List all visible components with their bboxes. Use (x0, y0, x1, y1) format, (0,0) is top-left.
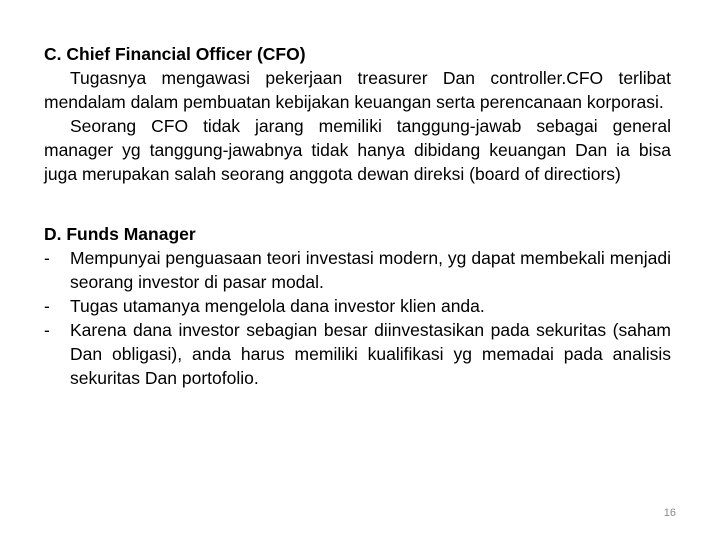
section-cfo (44, 42, 671, 186)
section-funds-manager (44, 222, 671, 390)
bullet-marker: - (44, 320, 50, 340)
list-item (44, 294, 671, 318)
slide-body (44, 42, 671, 390)
list-item (44, 318, 671, 390)
section-heading-funds-manager: D. Funds Manager (44, 224, 196, 244)
page-number: 16 (663, 507, 676, 519)
spacer (44, 186, 671, 222)
section-heading-cfo: C. Chief Financial Officer (CFO) (44, 44, 306, 64)
bullet-marker: - (44, 248, 50, 268)
list-item-text: Mempunyai penguasaan teori investasi modern, yg dapat membekali menjadi seorang investor di pasar modal. (70, 248, 671, 292)
list-item (44, 246, 671, 294)
paragraph: Tugasnya mengawasi pekerjaan treasurer Dan controller.CFO terlibat mendalam dalam pembuatan kebijakan keuangan serta perencanaan korporasi. (44, 68, 671, 112)
bullet-list (44, 246, 671, 390)
list-item-text: Karena dana investor sebagian besar diinvestasikan pada sekuritas (saham Dan obligasi), anda harus memiliki kualifikasi yg memadai pada analisis sekuritas Dan portofolio. (70, 320, 671, 388)
bullet-marker: - (44, 296, 50, 316)
list-item-text: Tugas utamanya mengelola dana investor klien anda. (70, 296, 485, 316)
paragraph: Seorang CFO tidak jarang memiliki tanggung-jawab sebagai general manager yg tanggung-jawabnya tidak hanya dibidang keuangan Dan ia bisa juga merupakan salah seorang anggota dewan direksi (board of directiors) (44, 116, 671, 184)
